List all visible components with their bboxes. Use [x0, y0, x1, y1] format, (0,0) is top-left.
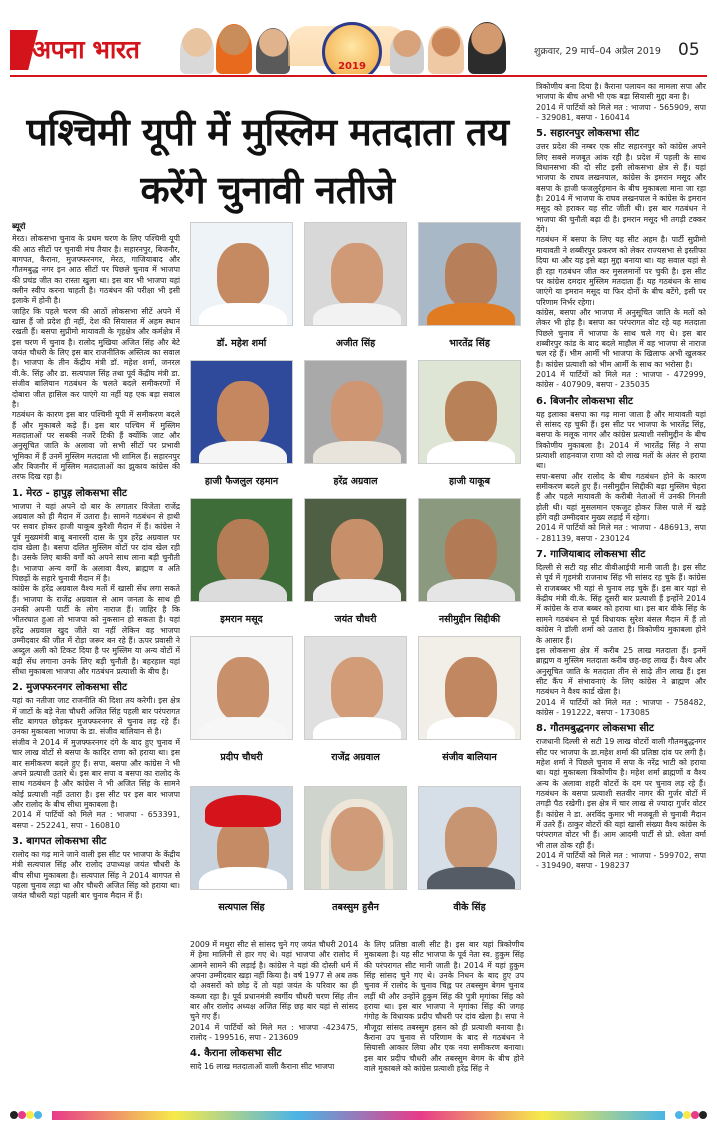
photo-caption: तबस्सुम हुसैन — [332, 902, 379, 913]
paragraph: कांग्रेस, बसपा और भाजपा में अनुसूचित जाति के मतों को लेकर भी होड़ है। बसपा का परंपरागत वोट रहे यह मतदाता पिछले चुनाव में भाजपा के साथ चले गए थे। इस बार शब्बीरपुर कांड के बाद बदले माहौल में वह भाजपा से नाराज चल रहे हैं। भीम आर्मी भी भाजपा के खिलाफ अभी खुलकर है। कांग्रेस प्रत्याशी को भीम आर्मी के साथ का भरोसा है। — [536, 307, 706, 369]
photo-sanjeev-balyan — [418, 636, 521, 740]
leader-portrait — [390, 30, 424, 74]
paragraph: दिल्ली से सटी यह सीट वीवीआईपी मानी जाती है। इस सीट से पूर्व में गृहमंत्री राजनाथ सिंह भी सांसद रह चुके हैं। कांग्रेस से राजबब्बर भी यहां से चुनाव लड़ चुके हैं। इस बार यहां से केंद्रीय मंत्री वी.के. सिंह दूसरी बार प्रत्याशी हैं इन्होंने 2014 में कांग्रेस के राज बब्बर को हराया था। इस बार वीके सिंह के सामने गठबंधन से पूर्व विधायक सुरेश बंसल मैदान में हैं तो कांग्रेस ने डॉली शर्मा को उतारा है। त्रिकोणीय मुकाबला होने के आसार हैं। — [536, 563, 706, 645]
section-heading: 6. बिजनौर लोकसभा सीट — [536, 395, 633, 407]
leader-portrait — [256, 28, 290, 74]
paragraph: कांग्रेस के हरेंद्र अग्रवाल वैश्य मतों में खासी सेंध लगा सकते हैं। भाजपा के राजेंद्र अग्रवाल से आम जनता के साथ ही उनकी अपनी पार्टी के लोग नाराज हैं। जाहिर है कि भीतरघात हुआ तो भाजपा को नुकसान हो सकता है। यहां हरेंद्र अग्रवाल खुद जीते या नहीं लेकिन वह भाजपा उम्मीदवार की जीत में रोड़ा जरूर बन रहे हैं। ऊपर प्रवासी ने अब्दुल अली को टिकट दिया है पर मुस्लिम या अन्य वोटों में बड़ी सेंध लगाना उनके लिए बड़ी चुनौती है। बहरहाल यहां सीधा मुकाबला भाजपा और गठबंधन प्रत्याशी के बीच है। — [12, 584, 180, 677]
photo-caption: डॉ. महेश शर्मा — [216, 338, 267, 349]
paragraph: गठबंधन में बसपा के लिए यह सीट अहम है। पार्टी सुप्रीमो मायावती ने शब्बीरपुर प्रकरण को लेकर राज्यसभा से इस्तीफा दिया था और यह इसे बड़ा मुद्दा बनाया था। यह सवाल यहां से ही रहा गठबंधन जीत कर मुसलमानों पर चुकी है। इस सीट पर कांग्रेस दमदार मुस्लिम मतदाता हैं। यह गठबंधन के साथ जाएंगे या इमरान मसूद या फिर दोनों के बीच बटेंगे, इसी पर परिणाम निर्भर रहेगा। — [536, 235, 706, 307]
registration-dot — [683, 1111, 691, 1119]
byline: ब्यूरो — [12, 222, 26, 232]
paragraph: त्रिकोणीय बना दिया है। कैराना पलायन का मामला सपा और भाजपा के बीच अभी भी एक बड़ा सियासी मुद्दा बना है। — [536, 82, 706, 102]
section-heading: 8. गौतमबुद्धनगर लोकसभा सीट — [536, 723, 654, 735]
photo-caption: हाजी फैजलुल रहमान — [204, 476, 279, 487]
photo-haji-yakub — [418, 360, 521, 464]
section-heading: 3. बागपत लोकसभा सीट — [12, 835, 107, 847]
issue-date: शुक्रवार, 29 मार्च–04 अप्रैल 2019 — [534, 46, 661, 57]
ball-year: 2019 — [338, 61, 366, 72]
paragraph: 2009 में मथुरा सीट से सांसद चुने गए जयंत चौधरी 2014 में हेमा मालिनी से हार गए थे। यहां भाजपा और रालोद में आमने सामने की लड़ाई है। कांग्रेस ने यहां की दोस्ती धर्म में अपना उम्मीदवार खड़ा नहीं किया है। वर्ष 1977 से अब तक दो अवसरों को छोड़ दें तो यहां जयंत के परिवार का ही कब्जा रहा है। पूर्व प्रधानमंत्री स्वर्गीय चौधरी चरण सिंह तीन बार और रालोद अध्यक्ष अजित सिंह छह बार यहां से सांसद चुने गए हैं। — [190, 940, 358, 1022]
registration-dot — [699, 1111, 707, 1119]
photo-caption: नसीमुद्दीन सिद्दीकी — [438, 614, 501, 625]
paragraph: के लिए प्रतिष्ठा वाली सीट है। इस बार यहां त्रिकोणीय मुकाबला है। यह सीट भाजपा के पूर्व नेता स्व. हुकुम सिंह की परंपरागत सीट मानी जाती है। 2014 में यहां हुकुम सिंह सांसद चुने गए थे। उनके निधन के बाद हुए उप चुनाव में रालोद के चुनाव चिह्न पर तबस्सुम बेगम चुनाव लड़ीं थी और उन्होंने हुकुम सिंह की पुत्री मृगांका सिंह को हराया था। इस बार भाजपा ने मृगांका सिंह की जगह गंगोह के विधायक प्रदीप चौधरी पर दांव खेला है। सपा ने मौजूदा सांसद तबस्सुम हसन को ही प्रत्याशी बनाया है। कैराना उप चुनाव से परिणाम के बाद से गठबंधन ने सियासी आकार लिया और एक नया समीकरण बनाया। इस बार प्रदीप चौधरी और तबस्सुम बेगम के बीच होने वाले मुकाबले को कांग्रेस प्रत्याशी हरेंद्र सिंह ने — [364, 940, 524, 1074]
registration-dot — [691, 1111, 699, 1119]
paragraph: यहां का नतीजा जाट राजनीति की दिशा तय करेगी। इस क्षेत्र में जाटों के बड़े नेता चौधरी अजित सिंह पहली बार परंपरागत सीट बागपत छोड़कर मुजफ्फरनगर से चुनाव लड़ रहे हैं। उनका मुकाबला भाजपा के डा. संजीव बालियान से है। — [12, 696, 180, 737]
photo-caption: हरेंद्र अग्रवाल — [333, 476, 378, 487]
section-heading: 7. गाजियाबाद लोकसभा सीट — [536, 549, 646, 561]
leader-portrait — [180, 28, 214, 74]
photo-naseemuddin-siddiqui — [418, 498, 521, 602]
section-heading: 1. मेरठ - हापुड़ लोकसभा सीट — [12, 487, 127, 499]
photo-vk-singh — [418, 786, 521, 890]
vote-stats: 2014 में पार्टियों को मिले मत : भाजपा - 565909, सपा - 329081, बसपा - 160414 — [536, 102, 706, 123]
page-number: 05 — [678, 40, 700, 60]
photo-satyapal-singh — [190, 786, 293, 890]
photo-tabassum-hasan — [304, 786, 407, 890]
paragraph: गठबंधन के कारण इस बार पश्चिमी यूपी में समीकरण बदले हैं और मुकाबले कड़े हैं। इस बार पश्चिम में मुस्लिम मतदाताओं पर सबकी नजरें टिकी हैं क्योंकि जाट और अनुसूचित जाति के अलावा जो सभी सीटों पर प्रभावी भूमिका में हैं उनमें मुस्लिम मतदाता भी शामिल हैं। सहारनपुर और बिजनौर में मुस्लिम मतदाताओं का झुकाव कांग्रेस की तरफ दिख रहा है। — [12, 410, 180, 482]
photo-caption: इमरान मसूद — [220, 614, 263, 625]
vote-stats: 2014 में पार्टियों को मिले मत : भाजपा - 653391, बसपा - 252241, सपा - 160810 — [12, 810, 180, 830]
photo-pradeep-chaudhary — [190, 636, 293, 740]
paragraph: इस लोकसभा क्षेत्र में करीब 25 लाख मतदाता हैं। इनमें ब्राह्मण व मुस्लिम मतदाता करीब छह-छह लाख हैं। वैश्य और अनुसूचित जाति के मतदाता तीन से साढ़े तीन लाख हैं। इस सीट कैंप में संभावनाएं के लिए कांग्रेस ने ब्राह्मण और गठबंधन ने वैश्य कार्ड खेला है। — [536, 645, 706, 697]
paragraph: सादे 16 लाख मतदाताओं वाली कैराना सीट भाजपा — [190, 1062, 335, 1072]
leader-portrait — [428, 26, 464, 74]
election-ball — [322, 22, 382, 74]
column-4 — [536, 82, 706, 1106]
photo-rajendra-agarwal — [304, 636, 407, 740]
headline: पश्चिमी यूपी में मुस्लिम मतदाता तय करेंगे चुनावी नतीजे — [26, 109, 509, 212]
vote-stats: 2014 में पार्टियों को मिले मत : भाजपा - 472999, कांग्रेस - 407909, बसपा - 235035 — [536, 369, 706, 390]
vote-stats: 2014 में पार्टियों को मिले मत : भाजपा - 758482, कांग्रेस - 191222, बसपा - 173085 — [536, 697, 706, 717]
paragraph: भाजपा ने यहां अपने दो बार के लगातार विजेता राजेंद्र अग्रवाल को ही मैदान में उतारा है। सामने गठबंधन से हाथी पर सवार होकर हाजी याकूब कुरैशी मैदान में हैं। कांग्रेस ने पूर्व मुख्यमंत्री बाबू बनारसी दास के पुत्र हरेंद्र अग्रवाल पर दांव खेला है। बसपा दलित मुस्लिम वोटों पर दांव खेल रही है। उसके लिए बाकी वर्गों को अपने साथ लाना बड़ी चुनौती है। भाजपा अन्य वर्गों के अलावा वैश्य, ब्राह्मण व अति पिछड़ों के सहारे चुनावी मैदान में है। — [12, 501, 180, 583]
photo-ajit-singh — [304, 222, 407, 326]
masthead-logo — [10, 30, 170, 70]
photo-haji-fazlur-rehman — [190, 360, 293, 464]
photo-caption: हाजी याकूब — [448, 476, 490, 487]
photo-caption: जयंत चौधरी — [334, 614, 377, 625]
paragraph: जाहिर कि पहले चरण की आठों लोकसभा सीटें अपने में खास हैं जो प्रदेश ही नहीं, देश की सियासत में अहम स्थान रखती हैं। बसपा सुप्रीमो मायावती के गृहक्षेत्र और कर्मक्षेत्र में इस चरण में चुनाव है। रालोद मुखिया अजित सिंह और बेटे जयंत चौधरी के लिए इस बार राजनीतिक अस्तित्व का सवाल है। भाजपा के तीन केंद्रीय मंत्री डॉ. महेश शर्मा, जनरल वी.के. सिंह और डा. सत्यपाल सिंह तथा पूर्व केंद्रीय मंत्री डा. संजीव बालियान गठबंधन के चलते बदले समीकरणों में दोबारा जीत हासिल कर पाएंगे या नहीं यह एक बड़ा सवाल है। — [12, 306, 180, 409]
photo-jayant-chaudhary — [304, 498, 407, 602]
vote-stats: 2014 में पार्टियों को मिले मत : भाजपा - 599702, सपा - 319490, बसपा - 198237 — [536, 851, 706, 871]
leader-portrait — [468, 22, 506, 74]
paragraph: सपा-बसपा और रालोद के बीच गठबंधन होने के कारण समीकरण बदले हुए हैं। नसीमुद्दीन सिद्दीकी बड़ा मुस्लिम चेहरा हैं और पहले मायावती के करीबी नेताओं में उनकी गिनती होती थी। यहां मुसलमान एकजुट होकर जिस पाले में खड़े होंगे वही उम्मीदवार मुख्य लड़ाई में रहेगा। — [536, 471, 706, 523]
photo-imran-masood — [190, 498, 293, 602]
print-registration-strip — [10, 1108, 707, 1122]
photo-caption: संजीव बालियान — [442, 752, 497, 763]
registration-dot — [675, 1111, 683, 1119]
column-1 — [12, 222, 180, 1106]
vote-stats: 2014 में पार्टियों को मिले मत : भाजपा - 486913, सपा - 281139, बसपा - 230124 — [536, 523, 706, 543]
registration-dot — [10, 1111, 18, 1119]
column-3 — [364, 940, 524, 1106]
paragraph: संजीव ने 2014 में मुजफ्फरनगर दंगे के बाद हुए चुनाव में चार लाख वोटों से बसपा के कादिर राणा को हराया था। इस बार समीकरण बदले हुए हैं। सपा, बसपा और कांग्रेस ने भी अपने प्रत्याशी उतारे थे। इस बार सपा व बसपा का रालोद के साथ गठबंधन है और कांग्रेस ने भी अजित सिंह के सामने कोई प्रत्याशी नहीं उतारा है। इस सीट पर इस बार भाजपा और रालोद के बीच सीधा मुकाबला है। — [12, 737, 180, 809]
masthead-rule — [10, 75, 707, 77]
paragraph: यह इलाका बसपा का गढ़ माना जाता है और मायावती यहां से सांसद रह चुकी हैं। इस सीट पर भाजपा के भारतेंद्र सिंह, बसपा के मलूक नागर और कांग्रेस प्रत्याशी नसीमुद्दीन के बीच त्रिकोणीय मुकाबला है। 2014 में भारतेंद्र सिंह ने सपा प्रत्याशी शाहनवाज राणा को दो लाख मतों के अंतर से हराया था। — [536, 409, 706, 471]
photo-caption: भारतेंद्र सिंह — [449, 338, 490, 349]
registration-dot — [18, 1111, 26, 1119]
logo-text: अपना भारत — [32, 35, 140, 64]
photo-caption: अजीत सिंह — [335, 338, 376, 349]
column-2 — [190, 940, 358, 1106]
photo-mahesh-sharma — [190, 222, 293, 326]
registration-dot — [34, 1111, 42, 1119]
paragraph: राजधानी दिल्ली से सटी 19 लाख वोटरों वाली गौतमबुद्धनगर सीट पर भाजपा के डा.महेश शर्मा की प्रतिष्ठा दांव पर लगी है। महेश शर्मा ने पिछले चुनाव में सपा के नरेंद्र भाटी को हराया था। यहां मुकाबला त्रिकोणीय है। महेश शर्मा ब्राह्मणों व वैश्य अन्य के अलावा शहरी वोटरों के दम पर चुनाव लड़ रहे हैं। गठबंधन के बसपा प्रत्याशी सतवीर नागर की गुर्जर वोटों में तगड़ी पैठ रखेगी। इस क्षेत्र में चार लाख से ज्यादा गुर्जर वोटर हैं। कांग्रेस ने डा. अरविंद कुमार भी मजबूती से चुनावी मैदान में उतरे हैं। ठाकुर वोटरों की यहां खासी संख्या वैश्य कांग्रेस के परंपरागत वोटर भी हैं। आम आदमी पार्टी से प्रो. श्वेता वर्मा भी ताल ठोक रही हैं। — [536, 737, 706, 850]
section-heading: 4. कैराना लोकसभा सीट — [190, 1048, 282, 1060]
vote-stats: 2014 में पार्टियों को मिले मत : भाजपा -423475, रालोद - 199516, सपा - 213609 — [190, 1022, 358, 1043]
photo-caption: सत्यपाल सिंह — [218, 902, 265, 913]
color-bar — [52, 1111, 665, 1120]
paragraph: रालोद का गढ़ माने जाने वाली इस सीट पर भाजपा के केंद्रीय मंत्री सत्यपाल सिंह और रालोद उपाध्यक्ष जयंत चौधरी के बीच सीधा मुकाबला है। सत्यपाल सिंह ने 2014 बागपत से पहला चुनाव लड़ा था और चौधरी अजित सिंह को हराया था। जयंत चौधरी यहां पहली बार चुनाव मैदान में हैं। — [12, 849, 180, 901]
photo-caption: राजेंद्र अग्रवाल — [331, 752, 380, 763]
section-heading: 2. मुजफ्फरनगर लोकसभा सीट — [12, 682, 128, 694]
photo-caption: प्रदीप चौधरी — [220, 752, 263, 763]
leaders-banner — [176, 14, 526, 74]
photo-caption: वीके सिंह — [453, 902, 486, 913]
registration-dot — [26, 1111, 34, 1119]
paragraph: मेरठ। लोकसभा चुनाव के प्रथम चरण के लिए पश्चिमी यूपी की आठ सीटों पर चुनावी मंच तैयार है। सहारनपुर, बिजनौर, बागपत, कैराना, मुजफ्फरनगर, मेरठ, गाजियाबाद और गौतमबुद्ध नगर इन आठ सीटों पर पिछले चुनाव में भाजपा की प्रचंड जीत का रास्ता खुला था। इस बार भी भाजपा यहां क्लीन स्वीप करना चाहती है। गठबंधन की परीक्षा भी इसी इलाके में होनी है। — [12, 234, 180, 306]
photo-bhartendra-singh — [418, 222, 521, 326]
paragraph: उत्तर प्रदेश की नम्बर एक सीट सहारनपुर को कांग्रेस अपने लिए सबसे मजबूत आंक रही है। प्रदेश में पहली के साथ विधानसभा की दो सीट इसी लोकसभा क्षेत्र से हैं। यहां भाजपा के राघव लखनपाल, कांग्रेस के इमरान मसूद और बसपा के हाजी फजलुर्रहमान के बीच मुकाबला माना जा रहा है। 2014 में भाजपा के राघव लखनपाल ने कांग्रेस के इमरान मसूद को हराकर यह सीट जीती थी। इस बार गठबंधन ने भाजपा की चुनौती बढ़ा दी है। इमरान मसूद भी तगड़ी टक्कर देंगे। — [536, 142, 706, 235]
photo-harendra-agarwal — [304, 360, 407, 464]
leader-portrait — [216, 24, 252, 74]
section-heading: 5. सहारनपुर लोकसभा सीट — [536, 128, 640, 140]
